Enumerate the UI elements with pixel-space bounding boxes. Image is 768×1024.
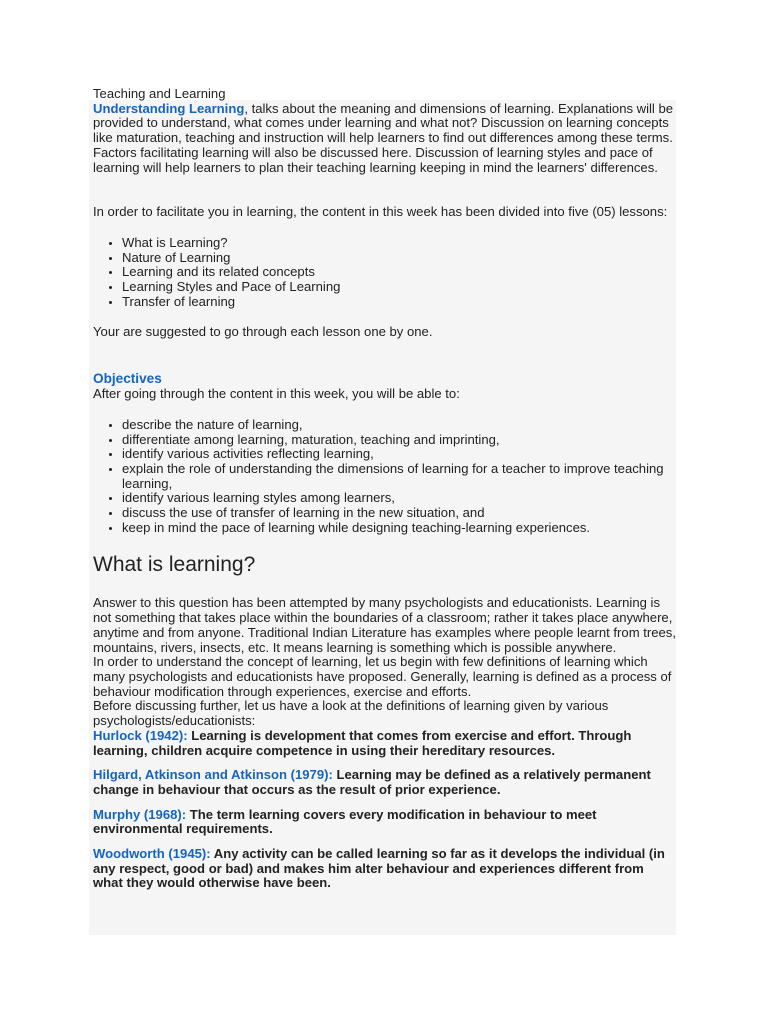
- lessons-intro: In order to facilitate you in learning, the content in this week has been divided into five (05) lessons:: [93, 204, 668, 220]
- list-item: • differentiate among learning, maturation, teaching and imprinting,: [122, 433, 677, 448]
- objectives-heading: Objectives: [93, 371, 162, 387]
- objectives-list: [93, 418, 677, 536]
- definition-item: [93, 808, 677, 837]
- definition-text: Learning may be defined as a relatively permanent change in behaviour that occurs as the result of prior experience.: [93, 767, 651, 797]
- definition-text: The term learning covers every modification in behaviour to meet environmental requirements.: [93, 806, 597, 837]
- list-item: • describe the nature of learning,: [122, 418, 677, 433]
- suggestion-text: Your are suggested to go through each lesson one by one.: [93, 324, 433, 340]
- list-item: • identify various activities reflecting learning,: [122, 447, 677, 462]
- list-item: • Learning and its related concepts: [122, 265, 677, 280]
- intro-paragraph: [93, 102, 677, 176]
- definition-author: Woodworth (1945):: [93, 846, 211, 862]
- definition-text: Learning is development that comes from exercise and effort. Through learning, children acquire competence in using their hereditary resources.: [93, 727, 632, 758]
- list-item: • Transfer of learning: [122, 295, 677, 310]
- intro-text: , talks about the meaning and dimensions of learning. Explanations will be provided to understand, what comes under learning and what not? Discussion on learning concepts like maturation, teaching and instruction will help learners to find out differences among these terms. Factors facilitating learning will also be discussed here. Discussion of learning styles and pace of learning will help learners to plan their teaching learning keeping in mind the learners' differences.: [93, 100, 674, 175]
- list-item: • identify various learning styles among learners,: [122, 491, 677, 506]
- definitions-list: [93, 729, 677, 891]
- what-is-learning-heading: What is learning?: [93, 553, 256, 577]
- definition-item: [93, 729, 677, 758]
- objectives-intro: After going through the content in this week, you will be able to:: [93, 386, 460, 402]
- learning-paragraph-1: Answer to this question has been attempted by many psychologists and educationists. Learning is not something that takes place within the boundaries of a classroom; rather it takes place anywhere, anytime and from anyone. Traditional Indian Literature has examples where people learnt from trees, mountains, rivers, insects, etc. It means learning is something which is possible anywhere.: [93, 595, 676, 655]
- document-body: [93, 87, 677, 891]
- definition-author: Hilgard, Atkinson and Atkinson (1979):: [93, 767, 333, 783]
- list-item: • explain the role of understanding the dimensions of learning for a teacher to improve teaching learning,: [122, 462, 677, 491]
- document-title: Teaching and Learning: [93, 86, 226, 101]
- list-item: • discuss the use of transfer of learning in the new situation, and: [122, 506, 677, 521]
- understanding-learning-link[interactable]: Understanding Learning: [93, 100, 245, 116]
- learning-paragraph-2: In order to understand the concept of learning, let us begin with few definitions of learning which many psychologists and educationists have proposed. Generally, learning is defined as a process of behaviour modification through experiences, exercise and efforts.: [93, 654, 672, 699]
- list-item: • keep in mind the pace of learning while designing teaching-learning experiences.: [122, 521, 677, 536]
- definition-item: [93, 847, 677, 891]
- list-item: • What is Learning?: [122, 236, 677, 251]
- list-item: • Nature of Learning: [122, 251, 677, 266]
- definition-author: Murphy (1968):: [93, 806, 187, 822]
- definition-text: Any activity can be called learning so far as it develops the individual (in any respect, good or bad) and makes him alter behaviour and experiences different from what they would otherwise have been.: [93, 846, 665, 891]
- list-item: • Learning Styles and Pace of Learning: [122, 280, 677, 295]
- definition-item: [93, 768, 677, 797]
- lessons-list: [93, 236, 677, 310]
- definition-author: Hurlock (1942):: [93, 727, 188, 743]
- learning-paragraph-3: Before discussing further, let us have a look at the definitions of learning given by various psychologists/educationists:: [93, 698, 609, 729]
